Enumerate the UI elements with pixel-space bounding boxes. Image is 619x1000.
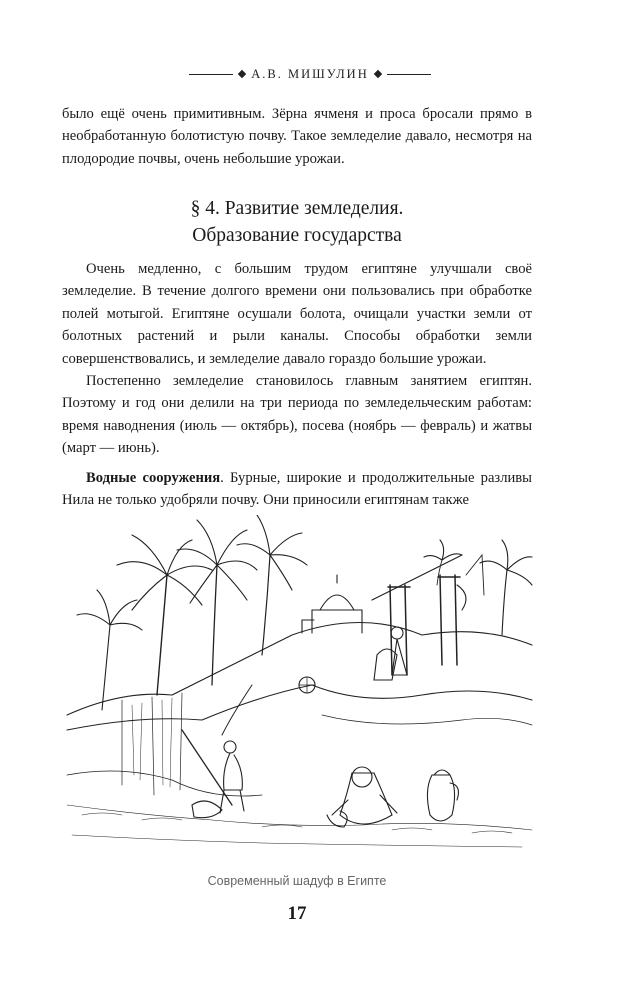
running-header [180, 64, 440, 84]
header-rule-right [387, 74, 431, 75]
figure-caption: Современный шадуф в Египте [207, 874, 387, 888]
paragraph-water-works [62, 467, 532, 512]
paragraph-seasons: Постепенно земледелие становилось главным занятием египтян. Поэтому и год они делили на три периода по земледельческим работам: время наводнения (июль — октябрь), посева (ноябрь — февраль) и жатвы (март — июнь). [62, 373, 532, 457]
paragraph-continued: было ещё очень примитивным. Зёрна ячменя и проса бросали прямо в необработанную болотистую почву. Такое земледелие давало, несмотря на плодородие почвы, очень небольшие урожаи. [62, 106, 532, 167]
page-number: 17 [287, 903, 307, 924]
section-heading-line1: § 4. Развитие земледелия. [190, 198, 404, 219]
section-heading [62, 195, 532, 249]
paragraph-lead-term: Водные сооружения [86, 470, 221, 486]
shaduf-illustration [62, 515, 534, 865]
header-author: А.В. МИШУЛИН [251, 66, 369, 81]
header-rule-left [189, 74, 233, 75]
header-ornament-left [238, 70, 246, 78]
header-ornament-right [373, 70, 381, 78]
paragraph-water-works-text: . Бурные, широкие и продолжительные разливы Нила не только удобряли почву. Они приносили египтянам также [62, 470, 532, 509]
paragraph-agriculture: Очень медленно, с большим трудом египтяне улучшали своё земледелие. В течение долгого времени они пользовались при обработке полей мотыгой. Египтяне осушали болота, очищали участки земли от болотных растений и рыли каналы. Способы обработки земли совершенствовались, и земледелие давало гораздо большие урожаи. [62, 261, 532, 367]
section-heading-line2: Образование государства [192, 225, 402, 246]
